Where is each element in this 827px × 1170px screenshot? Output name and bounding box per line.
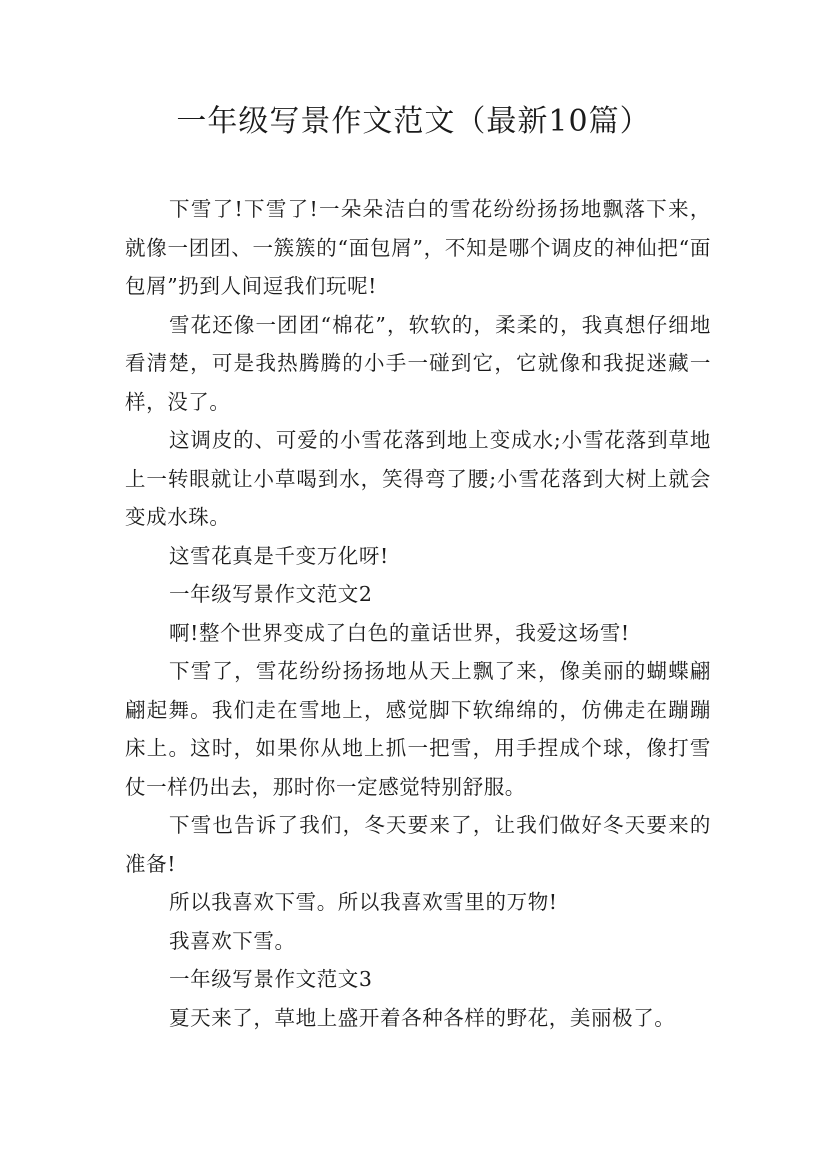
paragraph: 我喜欢下雪。 (169, 928, 296, 953)
paragraph: 这雪花真是千变万化呀! (169, 543, 389, 568)
paragraph: 啊!整个世界变成了白色的童话世界，我爱这场雪! (169, 620, 630, 645)
paragraph: 雪花还像一团团“棉花”，软软的，柔柔的，我真想仔细地看清楚，可是我热腾腾的小手一碰到它，它就像和我捉迷藏一样，没了。 (125, 312, 711, 414)
section-heading: 一年级写景作文范文3 (169, 967, 373, 991)
document-body (125, 190, 711, 1037)
paragraph: 所以我喜欢下雪。所以我喜欢雪里的万物! (169, 890, 558, 914)
document-title: 一年级写景作文范文（最新10篇） (176, 104, 651, 139)
section-heading: 一年级写景作文范文2 (169, 582, 373, 606)
paragraph: 下雪也告诉了我们，冬天要来了，让我们做好冬天要来的准备! (125, 813, 711, 876)
paragraph: 这调皮的、可爱的小雪花落到地上变成水;小雪花落到草地上一转眼就让小草喝到水，笑得弯了腰;小雪花落到大树上就会变成水珠。 (125, 428, 711, 529)
paragraph: 下雪了，雪花纷纷扬扬地从天上飘了来，像美丽的蝴蝶翩翩起舞。我们走在雪地上，感觉脚下软绵绵的，仿佛走在蹦蹦床上。这时，如果你从地上抓一把雪，用手捏成个球，像打雪仗一样仍出去，那时你一定感觉特别舒服。 (125, 659, 711, 799)
paragraph: 夏天来了，草地上盛开着各种各样的野花，美丽极了。 (169, 1005, 676, 1030)
paragraph: 下雪了!下雪了!一朵朵洁白的雪花纷纷扬扬地飘落下来，就像一团团、一簇簇的“面包屑”，不知是哪个调皮的神仙把“面包屑”扔到人间逗我们玩呢! (125, 197, 711, 298)
